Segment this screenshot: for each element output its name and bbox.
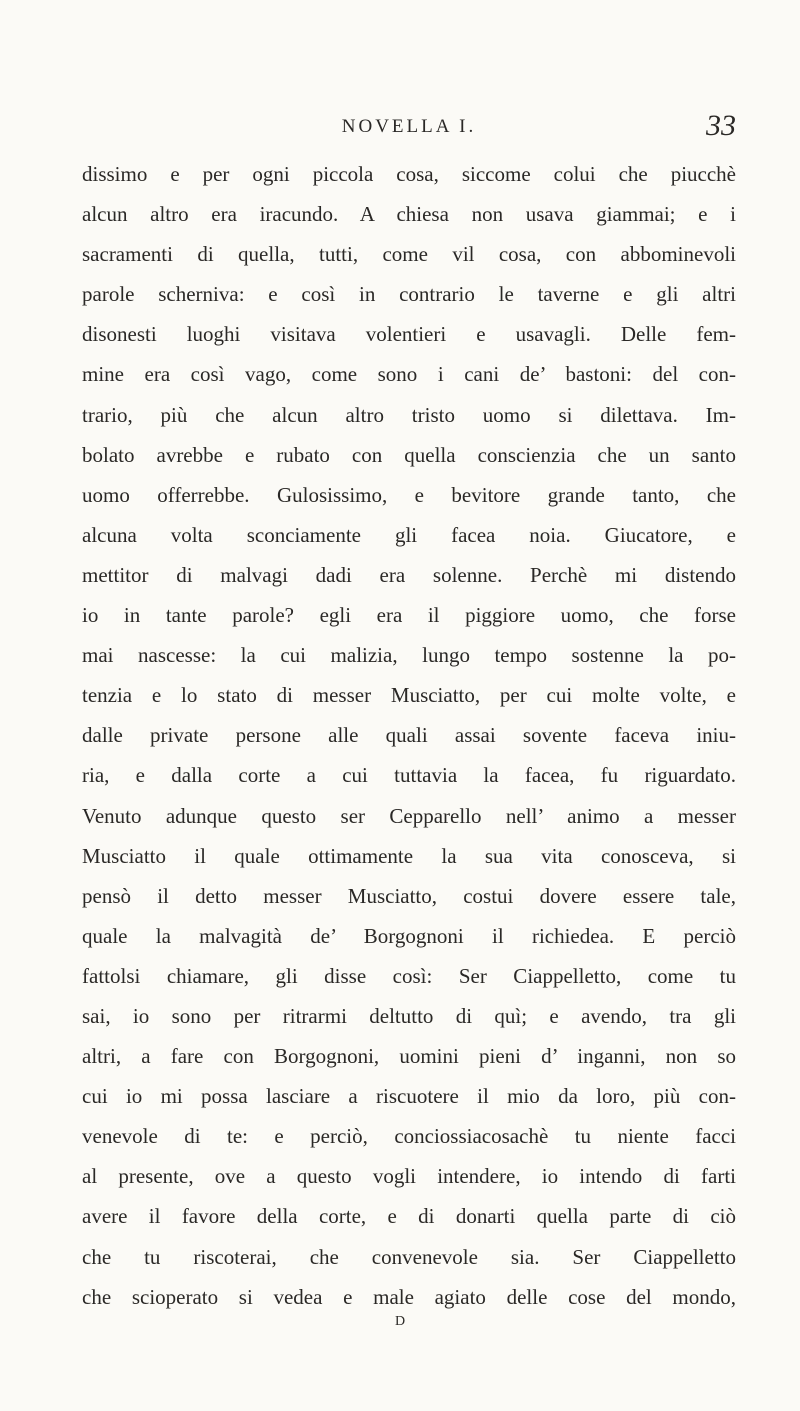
text-line: uomo offerrebbe. Gulosissimo, e bevitore grande tanto, che	[82, 482, 736, 507]
text-line: che scioperato si vedea e male agiato delle cose del mondo,	[82, 1284, 736, 1309]
text-line: disonesti luoghi visitava volentieri e usavagli. Delle fem-	[82, 322, 736, 347]
body-text	[82, 154, 736, 1317]
text-line: altri, a fare con Borgognoni, uomini pieni d’ inganni, non so	[82, 1044, 736, 1069]
text-line: venevole di te: e perciò, conciossiacosachè tu niente facci	[82, 1124, 736, 1149]
text-line: io in tante parole? egli era il piggiore uomo, che forse	[82, 603, 736, 628]
text-line: cui io mi possa lasciare a riscuotere il mio da loro, più con-	[82, 1084, 736, 1109]
text-line: sacramenti di quella, tutti, come vil cosa, con abbominevoli	[82, 242, 736, 267]
text-line: pensò il detto messer Musciatto, costui dovere essere tale,	[82, 883, 736, 908]
text-line: alcun altro era iracundo. A chiesa non usava giammai; e i	[82, 202, 736, 227]
text-line: alcuna volta sconciamente gli facea noia. Giucatore, e	[82, 522, 736, 547]
page-number: 33	[706, 109, 736, 142]
text-line: bolato avrebbe e rubato con quella conscienzia che un santo	[82, 442, 736, 467]
text-line: mine era così vago, come sono i cani de’ bastoni: del con-	[82, 362, 736, 387]
text-line: ria, e dalla corte a cui tuttavia la facea, fu riguardato.	[82, 763, 736, 788]
text-line: Musciatto il quale ottimamente la sua vita conosceva, si	[82, 843, 736, 868]
text-line: che tu riscoterai, che convenevole sia. Ser Ciappelletto	[82, 1244, 736, 1269]
text-line: tenzia e lo stato di messer Musciatto, per cui molte volte, e	[82, 683, 736, 708]
running-header	[82, 108, 736, 144]
text-line: avere il favore della corte, e di donarti quella parte di ciò	[82, 1204, 736, 1229]
text-line: Venuto adunque questo ser Cepparello nell’ animo a messer	[82, 803, 736, 828]
text-line: mettitor di malvagi dadi era solenne. Perchè mi distendo	[82, 562, 736, 587]
text-line: quale la malvagità de’ Borgognoni il richiedea. E perciò	[82, 923, 736, 948]
text-line: fattolsi chiamare, gli disse così: Ser Ciappelletto, come tu	[82, 963, 736, 988]
text-line: trario, più che alcun altro tristo uomo si dilettava. Im-	[82, 402, 736, 427]
text-line: dalle private persone alle quali assai sovente faceva iniu-	[82, 723, 736, 748]
text-line: mai nascesse: la cui malizia, lungo tempo sostenne la po-	[82, 643, 736, 668]
header-title: NOVELLA I.	[341, 116, 477, 137]
signature-mark: D	[394, 1314, 406, 1329]
text-line: parole scherniva: e così in contrario le taverne e gli altri	[82, 282, 736, 307]
text-line: dissimo e per ogni piccola cosa, siccome colui che piucchè	[82, 162, 736, 186]
text-line: sai, io sono per ritrarmi deltutto di quì; e avendo, tra gli	[82, 1003, 736, 1028]
text-line: al presente, ove a questo vogli intendere, io intendo di farti	[82, 1164, 736, 1189]
